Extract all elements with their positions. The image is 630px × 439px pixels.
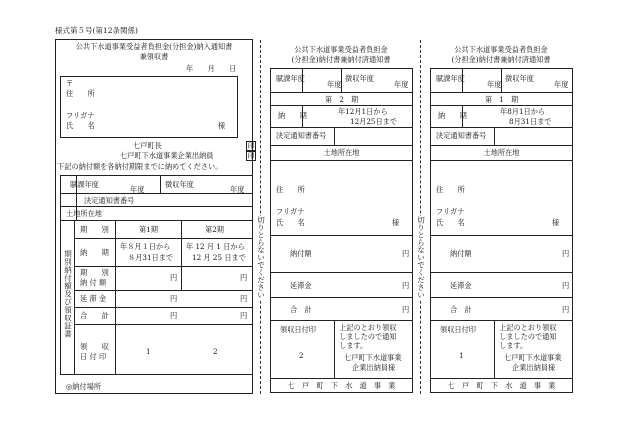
mid-furigana-label: フリガナ <box>276 207 305 216</box>
right-land-label: 土地所在地 <box>483 148 520 157</box>
left-date-line: 年 月 日 <box>186 64 237 73</box>
left-seal1: 印 <box>247 142 255 150</box>
mid-note4: 七戸町下水道事業 <box>344 353 402 362</box>
mid-receipt-no: 2 <box>299 351 304 360</box>
mid-total-label: 合 計 <box>290 305 312 314</box>
left-total-yen2: 円 <box>240 311 248 320</box>
left-late-yen1: 円 <box>170 294 178 303</box>
right-late-label: 延滞金 <box>450 281 472 290</box>
left-payment-place: ◎納付場所 <box>66 382 102 391</box>
left-collect-year-suffix: 年度 <box>230 185 245 194</box>
left-fiscal-year-suffix: 年度 <box>130 185 145 194</box>
right-collect-year-label: 徴収年度 <box>505 74 534 83</box>
mid-note1: 上記のとおり領収 <box>339 323 397 332</box>
mid-period: 第 2 期 <box>324 95 359 104</box>
left-issuer2: 七戸町下水道事業企業出納員 <box>120 151 214 160</box>
mid-title2: (分担金)納付書兼納付済通知書 <box>291 55 391 64</box>
right-fiscal-year-suffix: 年度 <box>487 80 502 89</box>
mid-collect-year-suffix: 年度 <box>394 80 409 89</box>
mid-sama: 様 <box>392 218 400 227</box>
right-address-label: 住 所 <box>436 185 465 194</box>
mid-deadline-a: 年12月1日から <box>338 107 388 116</box>
left-receipt1: 1 <box>146 347 151 356</box>
mid-fiscal-year-label: 賦課年度 <box>276 74 305 83</box>
mid-fiscal-year-suffix: 年度 <box>327 80 342 89</box>
right-fiscal-year-label: 賦課年度 <box>436 74 465 83</box>
mid-late-yen: 円 <box>402 281 410 290</box>
left-amount-yen1: 円 <box>170 273 178 282</box>
left-late-yen2: 円 <box>240 294 248 303</box>
left-subtitle: 兼領収書 <box>139 52 169 61</box>
left-amount-label-a: 期 別 <box>80 268 109 277</box>
right-footer: 七 戸 町 下 水 道 事 業 <box>447 381 556 390</box>
right-deadline-label: 納 期 <box>438 111 467 120</box>
right-deadline-a: 年8月1日から <box>500 107 546 116</box>
right-note3: します。 <box>499 341 528 350</box>
right-title1: 公共下水道事業受益者負担金 <box>454 45 548 54</box>
right-total-label: 合 計 <box>450 305 472 314</box>
left-sama: 様 <box>218 121 226 130</box>
mid-decision-label: 決定通知書番号 <box>276 131 327 140</box>
right-title2: (分担金)納付書兼納付済通知書 <box>451 55 551 64</box>
left-postal-mark: 〒 <box>66 79 74 88</box>
left-deadline1-b: ８月31日まで <box>128 253 174 262</box>
left-seal2: 印 <box>247 152 255 160</box>
mid-total-yen: 円 <box>402 305 410 314</box>
left-land-label: 土地所在地 <box>66 209 102 218</box>
left-deadline2-b: 12 月 25 日まで <box>192 253 246 262</box>
left-address-label: 住 所 <box>66 89 95 98</box>
left-decision-label: 決定通知書番号 <box>84 196 135 205</box>
mid-late-label: 延滞金 <box>290 281 312 290</box>
left-deadline2-a: 年 12 月 1 日から <box>186 242 245 251</box>
mid-amount-yen: 円 <box>402 249 410 258</box>
right-late-yen: 円 <box>562 281 570 290</box>
mid-address-label: 住 所 <box>276 185 305 194</box>
right-deadline-b: 8月31日まで <box>509 117 552 126</box>
left-receipt2: 2 <box>213 347 218 356</box>
mid-receipt-label: 領収日付印 <box>280 325 316 334</box>
mid-collect-year-label: 徴収年度 <box>345 74 374 83</box>
right-amount-label: 納付額 <box>450 249 472 258</box>
left-issuer1: 七戸町長 <box>133 141 162 150</box>
left-notice: 下記の納付額を各納付期限までに納めてください。 <box>57 162 223 171</box>
left-total-label: 合 計 <box>80 311 109 320</box>
right-note5: 企業出納員様 <box>512 363 556 372</box>
left-period2: 第2期 <box>205 225 224 234</box>
right-amount-yen: 円 <box>562 249 570 258</box>
left-receipt-label-b: 日 付 印 <box>80 352 107 361</box>
left-late-label: 延 滞 金 <box>80 294 107 303</box>
mid-note3: します。 <box>339 341 368 350</box>
left-furigana-label: フリガナ <box>66 111 95 120</box>
left-title: 公共下水道事業受益者負担金(分担金)納入通知書 <box>75 42 233 51</box>
right-period: 第 1 期 <box>484 95 519 104</box>
mid-name-label: 氏 名 <box>276 218 305 227</box>
right-collect-year-suffix: 年度 <box>554 80 569 89</box>
left-name-label: 氏 名 <box>66 121 95 130</box>
left-deadline-label: 納 期 <box>80 248 109 257</box>
right-receipt-label: 領収日付印 <box>440 325 476 334</box>
right-receipt-no: 1 <box>459 351 464 360</box>
left-amount-yen2: 円 <box>240 273 248 282</box>
left-deadline1-a: 年８月１日から <box>120 242 171 251</box>
left-collect-year-label: 徴収年度 <box>165 180 194 189</box>
form-label: 様式第５号(第12条関係) <box>55 26 138 35</box>
left-amount-label-b: 納 付 額 <box>80 278 107 287</box>
mid-deadline-b: 12月25日まで <box>350 117 398 126</box>
mid-note5: 企業出納員様 <box>352 363 396 372</box>
mid-amount-label: 納付額 <box>290 249 312 258</box>
left-period1: 第1期 <box>139 225 158 234</box>
mid-land-label: 土地所在地 <box>323 148 360 157</box>
right-note2: しましたので通知 <box>499 332 557 341</box>
right-decision-label: 決定通知書番号 <box>436 131 487 140</box>
mid-note2: しましたので通知 <box>339 332 397 341</box>
left-period-label: 期 別 <box>80 225 109 234</box>
cut-text-1: 切りとらないでください <box>256 216 266 299</box>
right-sama: 様 <box>552 218 560 227</box>
mid-footer: 七 戸 町 下 水 道 事 業 <box>287 381 396 390</box>
right-total-yen: 円 <box>562 305 570 314</box>
right-furigana-label: フリガナ <box>436 207 465 216</box>
right-note1: 上記のとおり領収 <box>499 323 557 332</box>
left-receipt-label-a: 領 収 <box>80 342 109 351</box>
right-note4: 七戸町下水道事業 <box>504 353 562 362</box>
left-side-label: 期別納付額及び領収証書 <box>63 250 73 338</box>
mid-deadline-label: 納 期 <box>278 111 307 120</box>
cut-text-2: 切りとらないでください <box>416 216 426 299</box>
mid-title1: 公共下水道事業受益者負担金 <box>294 45 388 54</box>
right-name-label: 氏 名 <box>436 218 465 227</box>
left-total-yen1: 円 <box>170 311 178 320</box>
left-fiscal-year-label: 賦課年度 <box>70 180 99 189</box>
